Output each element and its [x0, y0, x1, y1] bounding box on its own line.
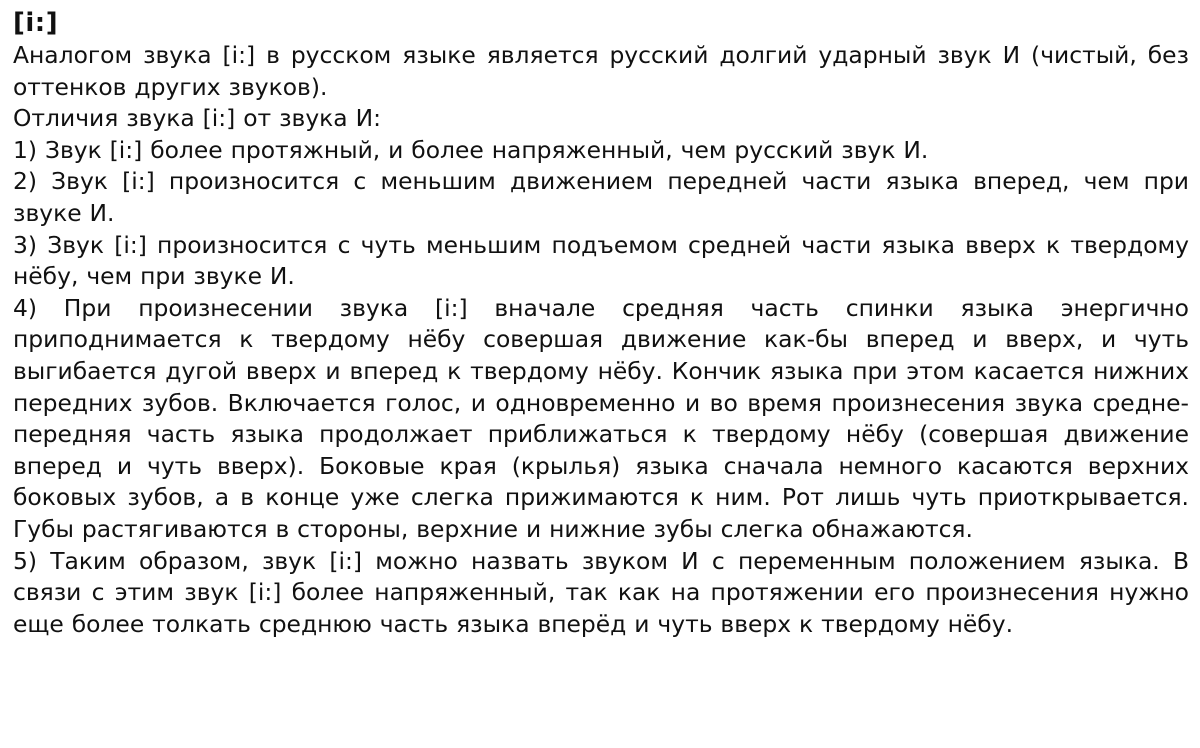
document-body [13, 6, 1189, 640]
document-heading: [i:] [13, 8, 59, 38]
point-5: 5) Таким образом, звук [i:] можно назвать звуком И с переменным положением языка. В связи с этим звук [i:] более напряженный, так как на протяжении его произнесения нужно еще более толкать среднюю часть языка вперёд и чуть вверх к твердому нёбу. [13, 546, 1189, 638]
differences-title: Отличия звука [i:] от звука И: [13, 104, 381, 133]
point-3: 3) Звук [i:] произносится с чуть меньшим подъемом средней части языка вверх к твердому нёбу, чем при звуке И. [13, 230, 1189, 291]
point-1: 1) Звук [i:] более протяжный, и более напряженный, чем русский звук И. [13, 135, 929, 164]
intro-paragraph: Аналогом звука [i:] в русском языке является русский долгий ударный звук И (чистый, без оттенков других звуков). [13, 41, 1189, 101]
point-4: 4) При произнесении звука [i:] вначале средняя часть спинки языка энергично приподнимается к твердому нёбу совершая движение как-бы вперед и вверх, и чуть выгибается дугой вверх и вперед к твердому нёбу. Кончик языка при этом касается нижних передних зубов. Включается голос, и одновременно и во время произнесения звука средне-передняя часть языка продолжает приближаться к твердому нёбу (совершая движение вперед и чуть вверх). Боковые края (крылья) языка сначала немного касаются верхних боковых зубов, а в конце уже слегка прижимаются к ним. Рот лишь чуть приоткрывается. Губы растягиваются в стороны, верхние и нижние зубы слегка обнажаются. [13, 293, 1189, 543]
point-2: 2) Звук [i:] произносится с меньшим движением передней части языка вперед, чем при звуке И. [13, 167, 1189, 227]
